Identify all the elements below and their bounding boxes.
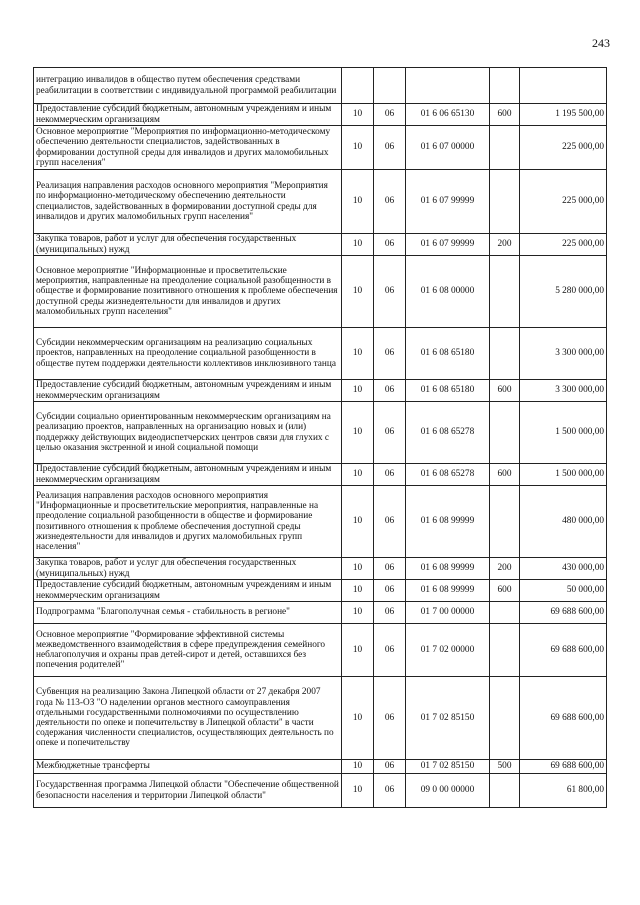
table-row — [34, 104, 607, 126]
row-target-code-cell: 01 6 08 99999 — [406, 486, 490, 558]
row-target-code-cell: 01 6 08 65278 — [406, 464, 490, 486]
row-section-cell: 10 — [342, 402, 374, 464]
table-row — [34, 256, 607, 328]
table-row — [34, 774, 607, 808]
row-section-cell: 10 — [342, 256, 374, 328]
row-section-cell: 10 — [342, 580, 374, 602]
row-amount-cell: 225 000,00 — [520, 234, 607, 256]
row-section-cell — [342, 68, 374, 104]
row-name-cell: Субсидии социально ориентированным некоммерческим организациям на реализацию проектов, направленных на организацию новых и (или) поддержку действующих видеодиспетчерских центров связи для глухих с целью оказания экстренной и иной социальной помощи — [34, 402, 342, 464]
row-section-cell: 10 — [342, 486, 374, 558]
row-target-code-cell: 01 6 08 99999 — [406, 558, 490, 580]
row-target-code-cell: 01 6 07 99999 — [406, 234, 490, 256]
row-subsection-cell: 06 — [374, 486, 406, 558]
table-row — [34, 234, 607, 256]
row-amount-cell: 50 000,00 — [520, 580, 607, 602]
row-subsection-cell: 06 — [374, 170, 406, 234]
row-expense-type-cell — [490, 68, 520, 104]
row-subsection-cell: 06 — [374, 126, 406, 170]
row-expense-type-cell — [490, 170, 520, 234]
table-row — [34, 170, 607, 234]
row-amount-cell: 69 688 600,00 — [520, 760, 607, 774]
table-row — [34, 486, 607, 558]
table-row — [34, 328, 607, 380]
row-target-code-cell: 01 6 07 99999 — [406, 170, 490, 234]
row-target-code-cell: 09 0 00 00000 — [406, 774, 490, 808]
row-expense-type-cell — [490, 402, 520, 464]
row-name-cell: Государственная программа Липецкой области "Обеспечение общественной безопасности населения и территории Липецкой области" — [34, 774, 342, 808]
row-section-cell: 10 — [342, 464, 374, 486]
row-expense-type-cell: 200 — [490, 558, 520, 580]
row-target-code-cell: 01 6 08 65180 — [406, 328, 490, 380]
row-subsection-cell: 06 — [374, 328, 406, 380]
budget-table — [33, 67, 607, 808]
row-name-cell: Реализация направления расходов основного мероприятия "Мероприятия по информационно-методическому обеспечению деятельности специалистов, задействованных в формировании доступной среды для инвалидов и других маломобильных групп населения" — [34, 170, 342, 234]
table-row — [34, 464, 607, 486]
row-expense-type-cell — [490, 256, 520, 328]
row-subsection-cell: 06 — [374, 402, 406, 464]
row-name-cell: Субвенция на реализацию Закона Липецкой области от 27 декабря 2007 года № 113-ОЗ "О наделении органов местного самоуправления отдельными государственными полномочиями по осуществлению деятельности по опеке и попечительству в Липецкой области" в части содержания численности специалистов, осуществляющих деятельность по опеке и попечительству — [34, 677, 342, 760]
table-row — [34, 380, 607, 402]
table-row — [34, 580, 607, 602]
row-name-cell: Основное мероприятие "Формирование эффективной системы межведомственного взаимодействия в сфере предупреждения семейного неблагополучия и охраны прав детей-сирот и детей, оставшихся без попечения родителей" — [34, 624, 342, 677]
row-amount-cell: 1 500 000,00 — [520, 464, 607, 486]
row-name-cell: Субсидии некоммерческим организациям на реализацию социальных проектов, направленных на преодоление социальной разобщенности в обществе путем поддержки деятельности коллективов инклюзивного танца — [34, 328, 342, 380]
row-amount-cell — [520, 68, 607, 104]
row-target-code-cell: 01 6 06 65130 — [406, 104, 490, 126]
row-amount-cell: 61 800,00 — [520, 774, 607, 808]
row-amount-cell: 225 000,00 — [520, 126, 607, 170]
row-subsection-cell: 06 — [374, 774, 406, 808]
row-section-cell: 10 — [342, 234, 374, 256]
row-expense-type-cell — [490, 328, 520, 380]
row-name-cell: Подпрограмма "Благополучная семья - стабильность в регионе" — [34, 602, 342, 624]
row-section-cell: 10 — [342, 126, 374, 170]
row-target-code-cell: 01 6 08 00000 — [406, 256, 490, 328]
table-row — [34, 677, 607, 760]
row-section-cell: 10 — [342, 774, 374, 808]
row-subsection-cell: 06 — [374, 380, 406, 402]
table-row — [34, 602, 607, 624]
table-row — [34, 402, 607, 464]
row-name-cell: Основное мероприятие "Мероприятия по информационно-методическому обеспечению деятельности специалистов, задействованных в формировании доступной среды для инвалидов и других маломобильных групп населения" — [34, 126, 342, 170]
row-name-cell: Реализация направления расходов основного мероприятия "Информационные и просветительские мероприятия, направленные на преодоление социальной разобщенности в обществе и формирование позитивного отношения к проблеме обеспечения доступной среды жизнедеятельности для инвалидов и других маломобильных групп населения" — [34, 486, 342, 558]
table-row — [34, 68, 607, 104]
row-expense-type-cell — [490, 677, 520, 760]
row-amount-cell: 69 688 600,00 — [520, 602, 607, 624]
row-section-cell: 10 — [342, 170, 374, 234]
row-amount-cell: 3 300 000,00 — [520, 380, 607, 402]
page-number: 243 — [592, 36, 610, 50]
row-section-cell: 10 — [342, 624, 374, 677]
table-row — [34, 558, 607, 580]
row-target-code-cell: 01 6 08 99999 — [406, 580, 490, 602]
row-name-cell: интеграцию инвалидов в общество путем обеспечения средствами реабилитации в соответствии с индивидуальной программой реабилитации — [34, 68, 342, 104]
row-target-code-cell: 01 6 08 65180 — [406, 380, 490, 402]
row-section-cell: 10 — [342, 760, 374, 774]
row-expense-type-cell — [490, 624, 520, 677]
row-name-cell: Основное мероприятие "Информационные и просветительские мероприятия, направленные на преодоление социальной разобщенности в обществе и формирование позитивного отношения к проблеме обеспечения доступной среды жизнедеятельности для инвалидов и других маломобильных групп населения" — [34, 256, 342, 328]
row-expense-type-cell — [490, 126, 520, 170]
row-target-code-cell — [406, 68, 490, 104]
row-target-code-cell: 01 7 00 00000 — [406, 602, 490, 624]
row-section-cell: 10 — [342, 558, 374, 580]
row-amount-cell: 480 000,00 — [520, 486, 607, 558]
row-subsection-cell: 06 — [374, 256, 406, 328]
row-expense-type-cell — [490, 774, 520, 808]
row-amount-cell: 5 280 000,00 — [520, 256, 607, 328]
row-subsection-cell: 06 — [374, 580, 406, 602]
row-subsection-cell: 06 — [374, 464, 406, 486]
row-expense-type-cell: 600 — [490, 380, 520, 402]
row-name-cell: Закупка товаров, работ и услуг для обеспечения государственных (муниципальных) нужд — [34, 558, 342, 580]
row-expense-type-cell — [490, 602, 520, 624]
row-name-cell: Предоставление субсидий бюджетным, автономным учреждениям и иным некоммерческим организациям — [34, 464, 342, 486]
row-target-code-cell: 01 7 02 00000 — [406, 624, 490, 677]
row-amount-cell: 69 688 600,00 — [520, 677, 607, 760]
row-name-cell: Закупка товаров, работ и услуг для обеспечения государственных (муниципальных) нужд — [34, 234, 342, 256]
row-subsection-cell: 06 — [374, 624, 406, 677]
row-amount-cell: 225 000,00 — [520, 170, 607, 234]
row-subsection-cell — [374, 68, 406, 104]
row-target-code-cell: 01 6 07 00000 — [406, 126, 490, 170]
row-target-code-cell: 01 7 02 85150 — [406, 760, 490, 774]
table-row — [34, 760, 607, 774]
row-amount-cell: 1 195 500,00 — [520, 104, 607, 126]
table-row — [34, 624, 607, 677]
row-section-cell: 10 — [342, 602, 374, 624]
row-target-code-cell: 01 6 08 65278 — [406, 402, 490, 464]
row-amount-cell: 69 688 600,00 — [520, 624, 607, 677]
row-section-cell: 10 — [342, 328, 374, 380]
row-section-cell: 10 — [342, 104, 374, 126]
row-subsection-cell: 06 — [374, 104, 406, 126]
row-amount-cell: 3 300 000,00 — [520, 328, 607, 380]
row-subsection-cell: 06 — [374, 760, 406, 774]
row-subsection-cell: 06 — [374, 234, 406, 256]
table-body — [34, 68, 607, 808]
row-name-cell: Межбюджетные трансферты — [34, 760, 342, 774]
row-amount-cell: 1 500 000,00 — [520, 402, 607, 464]
row-name-cell: Предоставление субсидий бюджетным, автономным учреждениям и иным некоммерческим организациям — [34, 380, 342, 402]
row-section-cell: 10 — [342, 380, 374, 402]
row-target-code-cell: 01 7 02 85150 — [406, 677, 490, 760]
row-expense-type-cell — [490, 486, 520, 558]
row-expense-type-cell: 600 — [490, 464, 520, 486]
row-subsection-cell: 06 — [374, 677, 406, 760]
row-name-cell: Предоставление субсидий бюджетным, автономным учреждениям и иным некоммерческим организациям — [34, 580, 342, 602]
row-expense-type-cell: 500 — [490, 760, 520, 774]
row-section-cell: 10 — [342, 677, 374, 760]
row-expense-type-cell: 600 — [490, 104, 520, 126]
row-subsection-cell: 06 — [374, 602, 406, 624]
row-name-cell: Предоставление субсидий бюджетным, автономным учреждениям и иным некоммерческим организациям — [34, 104, 342, 126]
table-row — [34, 126, 607, 170]
row-subsection-cell: 06 — [374, 558, 406, 580]
row-expense-type-cell: 200 — [490, 234, 520, 256]
row-expense-type-cell: 600 — [490, 580, 520, 602]
row-amount-cell: 430 000,00 — [520, 558, 607, 580]
